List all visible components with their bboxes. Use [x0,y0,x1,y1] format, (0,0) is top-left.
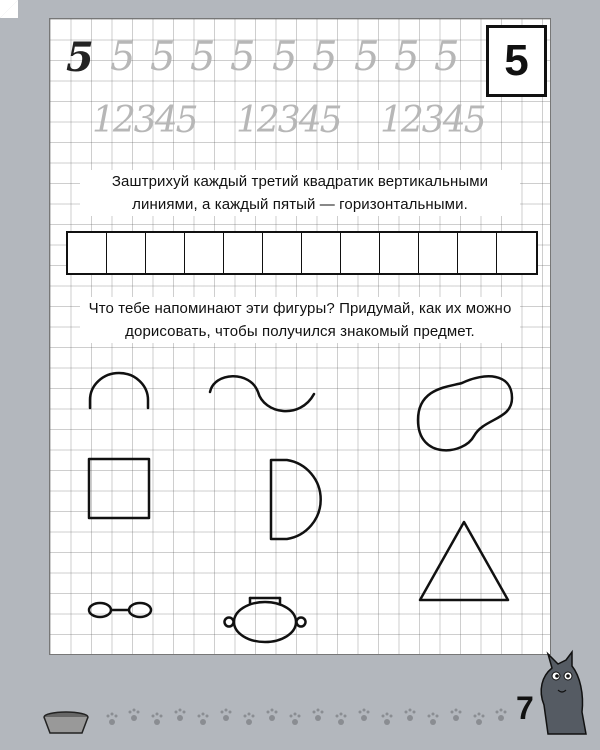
paw-print-icon [474,713,485,726]
practice-sequence-trace[interactable]: 12345 [236,100,341,141]
practice-digit-trace[interactable]: 5 [150,34,176,80]
page-number: 7 [516,690,534,726]
practice-digit-trace[interactable]: 5 [312,34,338,80]
practice-digit-trace[interactable]: 5 [354,34,380,80]
practice-digit-trace[interactable]: 5 [434,34,460,80]
paw-print-icon [451,709,462,722]
instruction-shading: Заштрихуй каждый третий квадратик вертикальными линиями, а каждый пятый — горизонтальными. [80,170,520,216]
paw-print-icon [198,713,209,726]
practice-digit-trace[interactable]: 5 [272,34,298,80]
paw-print-icon [405,709,416,722]
paw-print-icon [221,709,232,722]
paw-print-icon [359,709,370,722]
paw-print-icon [336,713,347,726]
practice-digit-trace[interactable]: 5 [110,34,136,80]
paw-print-icon [175,709,186,722]
paw-print-icon [267,709,278,722]
practice-digit-trace[interactable]: 5 [394,34,420,80]
practice-digit-trace[interactable]: 5 [190,34,216,80]
paw-print-icon [129,709,140,722]
practice-digit-trace[interactable]: 5 [230,34,256,80]
practice-sequence-trace[interactable]: 12345 [92,100,197,141]
paw-print-icon [496,709,507,722]
paw-print-icon [152,713,163,726]
paw-print-icon [428,713,439,726]
paw-print-icon [107,713,118,726]
paw-print-icon [290,713,301,726]
dog-bowl-icon [44,712,88,733]
task-number-badge: 5 [486,25,547,97]
practice-sequence-trace[interactable]: 12345 [380,100,485,141]
practice-digit-example: 5 [66,34,94,81]
paw-print-icon [382,713,393,726]
paw-print-icon [313,709,324,722]
dog-icon [541,652,586,734]
instruction-figures: Что тебе напоминают эти фигуры? Придумай, как их можно дорисовать, чтобы получился знакомый предмет. [80,297,520,343]
paw-print-icon [244,713,255,726]
